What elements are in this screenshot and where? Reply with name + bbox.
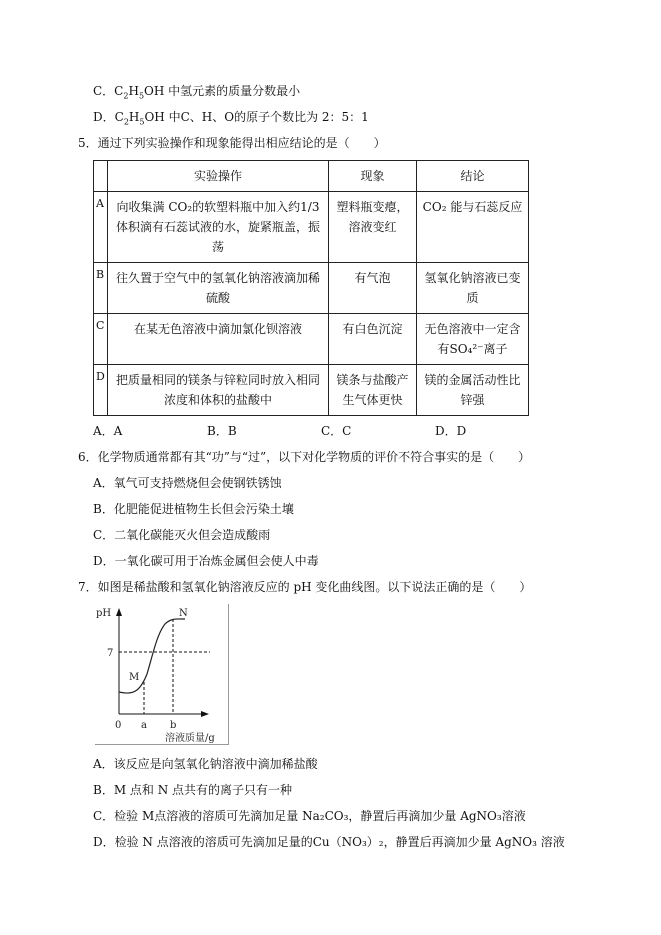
q5-stem: 5．通过下列实验操作和现象能得出相应结论的是（ ） [78,136,386,150]
ph-curve-figure [95,604,229,745]
q5-option-a: A．A [93,424,123,438]
q7-option-a: A．该反应是向氢氧化钠溶液中滴加稀盐酸 [93,757,318,771]
header-operation: 实验操作 [108,161,329,192]
q7-option-b: B．M 点和 N 点共有的离子只有一种 [93,783,293,797]
x-axis-arrow [201,711,209,717]
header-conclusion: 结论 [417,161,529,192]
table-row: A 向收集满 CO₂的软塑料瓶中加入约1/3体积滴有石蕊试液的水，旋紧瓶盖，振荡 塑料瓶变瘪，溶液变红 CO₂ 能与石蕊反应 [94,192,529,263]
q6-option-d: D．一氧化碳可用于冶炼金属但会使人中毒 [93,554,319,568]
q7-stem: 7．如图是稀盐酸和氢氧化钠溶液反应的 pH 变化曲线图。以下说法正确的是（ ） [78,580,532,594]
q6-option-a: A．氧气可支持燃烧但会使钢铁锈蚀 [93,476,282,490]
table-row: C 在某无色溶液中滴加氯化钡溶液 有白色沉淀 无色溶液中一定含有SO₄²⁻离子 [94,314,529,365]
ph-chart [95,604,228,744]
q6-stem: 6．化学物质通常都有其“功”与“过”，以下对化学物质的评价不符合事实的是（ ） [78,450,531,464]
q5-options [78,422,637,440]
tick-0: 0 [115,720,122,731]
table-row: B 往久置于空气中的氢氧化钠溶液滴加稀硫酸 有气泡 氢氧化钠溶液已变质 [94,263,529,314]
tick-a: a [141,720,147,731]
q7-option-d: D．检验 N 点溶液的溶质可先滴加足量的Cu（NO₃）₂，静置后再滴加少量 AgNO₃ 溶液 [93,835,565,849]
q4-option-c: C．$C_2H_5OH$ 中氢元素的质量分数最小 [93,84,301,101]
y-axis-arrow [116,608,122,616]
tick-7: 7 [107,648,114,659]
q5-table [93,160,529,416]
q5-option-b: B．B [207,424,237,438]
point-n-label: N [179,608,188,619]
table-row: D 把质量相同的镁条与锌粒同时放入相同浓度和体积的盐酸中 镁条与盐酸产生气体更快 镁的金属活动性比锌强 [94,365,529,416]
point-m-label: M [129,672,140,683]
q5-option-d: D．D [435,424,467,438]
y-label: pH [96,608,112,619]
q6-option-b: B．化肥能促进植物生长但会污染土壤 [93,502,294,516]
q4-option-d: D．$C_2H_5OH$ 中C、H、O的原子个数比为 2：5：1 [93,110,369,127]
x-label: 溶液质量/g [165,733,215,744]
q5-option-c: C．C [321,424,352,438]
tick-b: b [170,720,177,731]
header-phenomenon: 现象 [329,161,417,192]
q7-option-c: C．检验 M点溶液的溶质可先滴加足量 Na₂CO₃，静置后再滴加少量 AgNO₃溶液 [93,809,526,823]
q6-option-c: C．二氧化碳能灭火但会造成酸雨 [93,528,271,542]
